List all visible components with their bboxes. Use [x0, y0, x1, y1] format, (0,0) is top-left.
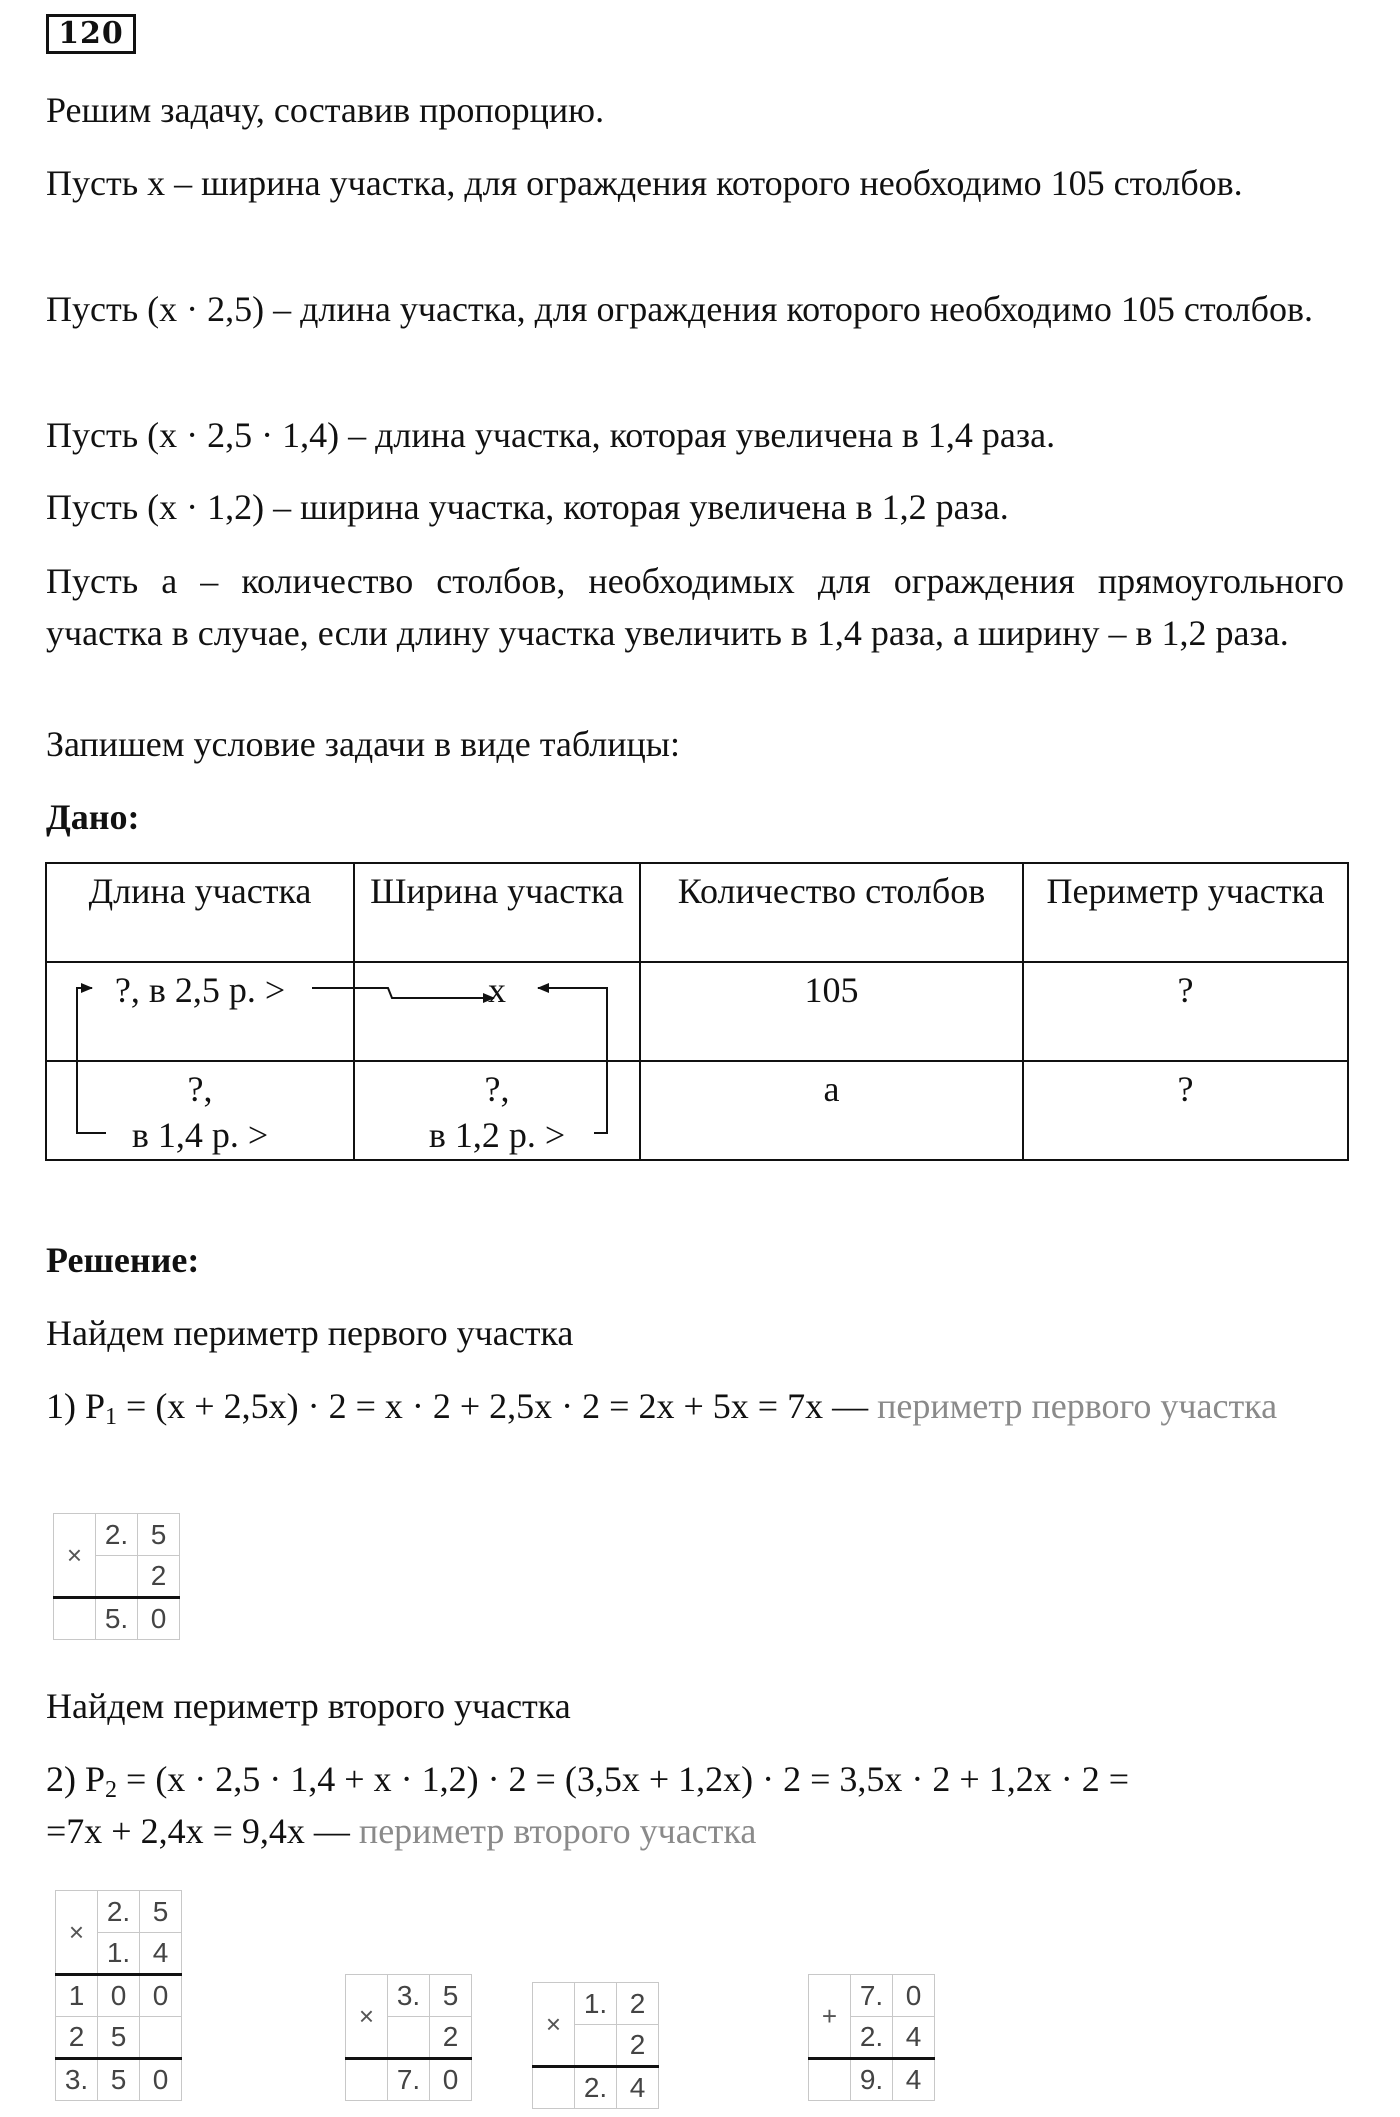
step2-prefix: 2) P: [46, 1759, 106, 1799]
step2-expression-1: = (х · 2,5 · 1,4 + х · 1,2) · 2 = (3,5х + 1,2х) · 2 = 3,5х · 2 + 1,2х · 2 =: [117, 1759, 1130, 1799]
calc3-a1: 5: [430, 1975, 472, 2017]
calc-grid-5: [808, 1974, 935, 2101]
calc2-p2-0: 2: [56, 2017, 98, 2059]
step1-formula: [46, 1380, 1344, 1432]
calc-grid-1: [53, 1513, 180, 1640]
given-table: [45, 862, 1349, 1161]
solution-label: Решение:: [46, 1240, 200, 1280]
calc2-b1: 1.: [98, 1933, 140, 1975]
calc5-a0: 7.: [851, 1975, 893, 2017]
step1-prefix: 1) P: [46, 1386, 106, 1426]
calc5-r0: 9.: [851, 2059, 893, 2101]
calc3-r1: 0: [430, 2059, 472, 2101]
calc2-a2: 5: [140, 1891, 182, 1933]
calc2-r0: 3.: [56, 2059, 98, 2101]
row2-length-ratio: в 1,4 р. >: [131, 1115, 269, 1155]
step2-expression-2: =7х + 2,4х = 9,4х —: [46, 1811, 359, 1851]
row2-length-value: ?,: [187, 1069, 213, 1109]
calc-grid-4: [532, 1982, 659, 2109]
header-posts: Количество столбов: [640, 863, 1023, 962]
row2-length: [46, 1061, 354, 1160]
calc2-operator: ×: [56, 1891, 98, 1975]
calc5-operator: +: [809, 1975, 851, 2059]
calc4-a0: 1.: [575, 1983, 617, 2025]
given-table-header-row: [46, 863, 1348, 962]
row1-length: ?, в 2,5 р. >: [46, 962, 354, 1061]
calc3-a0: 3.: [388, 1975, 430, 2017]
calc2-r2: 0: [140, 2059, 182, 2101]
calc1-a1: 5: [138, 1514, 180, 1556]
assumption-5: Пусть а – количество столбов, необходимых для ограждения прямоугольного участка в случае, если длину участка увеличить в 1,4 раза, а ширину – в 1,2 раза.: [46, 561, 1344, 653]
step1-title: Найдем периметр первого участка: [46, 1313, 574, 1353]
header-width: Ширина участка: [354, 863, 640, 962]
calc2-p2-1: 5: [98, 2017, 140, 2059]
calc5-a1: 0: [893, 1975, 935, 2017]
row2-posts: а: [640, 1061, 1023, 1160]
calc1-r1: 0: [138, 1598, 180, 1640]
step2-subscript: 2: [105, 1777, 118, 1803]
table-intro: Запишем условие задачи в виде таблицы:: [46, 724, 680, 764]
row1-posts: 105: [640, 962, 1023, 1061]
calc1-b1: 2: [138, 1556, 180, 1598]
calc1-r0: 5.: [96, 1598, 138, 1640]
calc2-r1: 5: [98, 2059, 140, 2101]
step2-note: периметр второго участка: [358, 1811, 757, 1851]
calc1-b0: [96, 1556, 138, 1598]
row2-width-value: ?,: [484, 1069, 510, 1109]
intro-text: Решим задачу, составив пропорцию.: [46, 90, 605, 130]
calc-grid-2: [55, 1890, 182, 2101]
given-table-row-2: [46, 1061, 1348, 1160]
calc4-b1: 2: [617, 2025, 659, 2067]
calc2-p1-0: 1: [56, 1975, 98, 2017]
assumption-3: Пусть (х · 2,5 · 1,4) – длина участка, которая увеличена в 1,4 раза.: [46, 415, 1056, 455]
calc1-operator: ×: [54, 1514, 96, 1598]
calc3-b0: [388, 2017, 430, 2059]
assumption-1: Пусть х – ширина участка, для ограждения которого необходимо 105 столбов.: [46, 163, 1243, 203]
calc1-a0: 2.: [96, 1514, 138, 1556]
header-perimeter: Периметр участка: [1023, 863, 1348, 962]
calc2-p1-1: 0: [98, 1975, 140, 2017]
calc3-operator: ×: [346, 1975, 388, 2059]
row1-width: х: [354, 962, 640, 1061]
step1-expression: = (х + 2,5х) · 2 = х · 2 + 2,5х · 2 = 2х + 5х = 7х —: [117, 1386, 878, 1426]
given-label: Дано:: [46, 797, 140, 837]
row2-perimeter: ?: [1023, 1061, 1348, 1160]
step1-note: периметр первого участка: [877, 1386, 1278, 1426]
given-table-row-1: [46, 962, 1348, 1061]
header-length: Длина участка: [46, 863, 354, 962]
row1-perimeter: ?: [1023, 962, 1348, 1061]
step1-subscript: 1: [105, 1404, 118, 1430]
calc-grid-3: [345, 1974, 472, 2101]
calc4-operator: ×: [533, 1983, 575, 2067]
calc2-b2: 4: [140, 1933, 182, 1975]
calc4-b0: [575, 2025, 617, 2067]
calc2-p2-2: [140, 2017, 182, 2059]
assumption-4: Пусть (х · 1,2) – ширина участка, которая увеличена в 1,2 раза.: [46, 487, 1009, 527]
row2-width-ratio: в 1,2 р. >: [428, 1115, 566, 1155]
calc2-p1-2: 0: [140, 1975, 182, 2017]
calc3-b1: 2: [430, 2017, 472, 2059]
row2-width: [354, 1061, 640, 1160]
task-number: 120: [46, 14, 136, 54]
step2-title: Найдем периметр второго участка: [46, 1686, 571, 1726]
calc3-r0: 7.: [388, 2059, 430, 2101]
calc5-b1: 4: [893, 2017, 935, 2059]
assumption-2: Пусть (х · 2,5) – длина участка, для ограждения которого необходимо 105 столбов.: [46, 289, 1313, 329]
calc4-a1: 2: [617, 1983, 659, 2025]
step2-formula: [46, 1753, 1344, 1857]
calc5-r1: 4: [893, 2059, 935, 2101]
calc4-r0: 2.: [575, 2067, 617, 2109]
calc2-a1: 2.: [98, 1891, 140, 1933]
calc5-b0: 2.: [851, 2017, 893, 2059]
calc4-r1: 4: [617, 2067, 659, 2109]
